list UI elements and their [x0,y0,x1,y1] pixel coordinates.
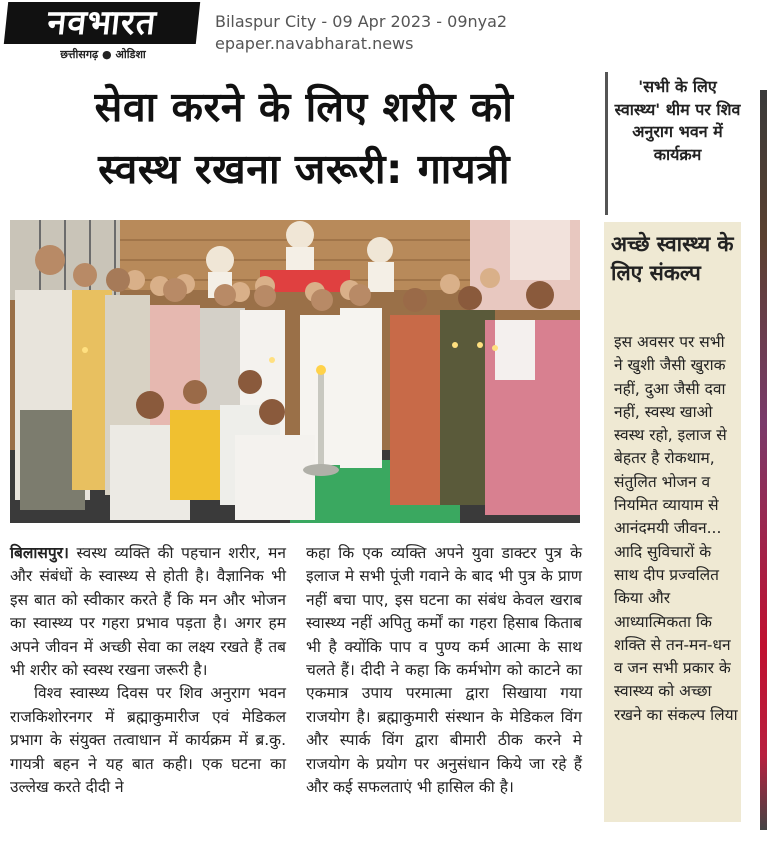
site-url: epaper.navabharat.news [215,34,414,53]
headline [18,76,590,200]
sidebar-heading: अच्छे स्वास्थ्य के लिए संकल्प [611,232,734,285]
logo-text: नवभारत [4,2,200,44]
headline-line-1: सेवा करने के लिए शरीर को [94,83,514,131]
sidebar-subheadline: 'सभी के लिए स्वास्थ्य' थीम पर शिव अनुराग भवन में कार्यक्रम [614,77,741,164]
edition-line: Bilaspur City - 09 Apr 2023 - 09nya2 [215,12,508,31]
article-paragraph-3: कहा कि एक व्यक्ति अपने युवा डाक्टर पुत्र के इलाज मे सभी पूंजी गवाने के बाद भी पुत्र के प्राण नहीं बचा पाए, इस घटना का संबंध केवल खराब स्वास्थ्य नहीं अपितु कर्मों का गहरा हिसाब किताब भी है क्योंकि पाप व पुण्य कर्म आत्मा के साथ चलते हैं। दीदी ने कहा कि कर्मभोग को काटने का एकमात्र उपाय परमात्मा द्वारा सिखाया गया राजयोग है। ब्रह्माकुमारी संस्थान के मेडिकल विंग और स्पार्क विंग द्वारा बीमारी ठीक करने मे राजयोग के प्रयोग पर अनुसंधान किये जा रहे हैं और कई सफलताएं भी हासिल की है। [306,544,582,797]
event-photo-illustration [10,220,580,523]
dateline: बिलासपुर। [10,544,69,562]
article-column-1 [10,542,286,799]
adjacent-page-edge [760,90,767,830]
sidebar-body: इस अवसर पर सभी ने खुशी जैसी खुराक नहीं, दुआ जैसी दवा नहीं, स्वस्थ खाओ स्वस्थ रहो, इलाज से बेहतर है रोकथाम, संतुलित भोजन व नियमित व्यायाम से आनंदमयी जीवन... आदि सुविचारों के साथ दीप प्रज्वलित किया और आध्यात्मिकता कि शक्ति से तन-मन-धन व जन सभी प्रकार के स्वास्थ्य को अच्छा रखने का संकल्प लिया [614,333,738,724]
article-paragraph-2: विश्व स्वास्थ्य दिवस पर शिव अनुराग भवन राजकिशोरनगर में ब्रह्माकुमारीज एवं मेडिकल प्रभाग के संयुक्त तत्वाधान में कार्यक्रम में ब्र.कु. गायत्री बहन ने यह बात कही। एक घटना का उल्लेख करते दीदी ने [10,684,286,797]
logo-subtitle: छत्तीसगढ़ ● ओडिशा [60,48,146,61]
masthead-logo [0,0,205,68]
event-photo [10,220,580,523]
headline-line-2: स्वस्थ रखना जरूरी: गायत्री [98,145,510,193]
article-column-2 [306,542,582,799]
article-paragraph-1-text: स्वस्थ व्यक्ति की पहचान शरीर, मन और संबंधों के स्वास्थ्य से होती है। वैज्ञानिक भी इस बात को स्वीकार करते हैं कि मन और भोजन का स्वास्थ्य पर गहरा प्रभाव पड़ता है। अगर हम अपने जीवन में अच्छी सेवा का लक्ष्य रखते हैं तब भी शरीर को स्वस्थ रखना जरूरी है। [10,544,286,680]
article-paragraph-1 [10,542,286,682]
sidebar-divider [605,72,608,215]
